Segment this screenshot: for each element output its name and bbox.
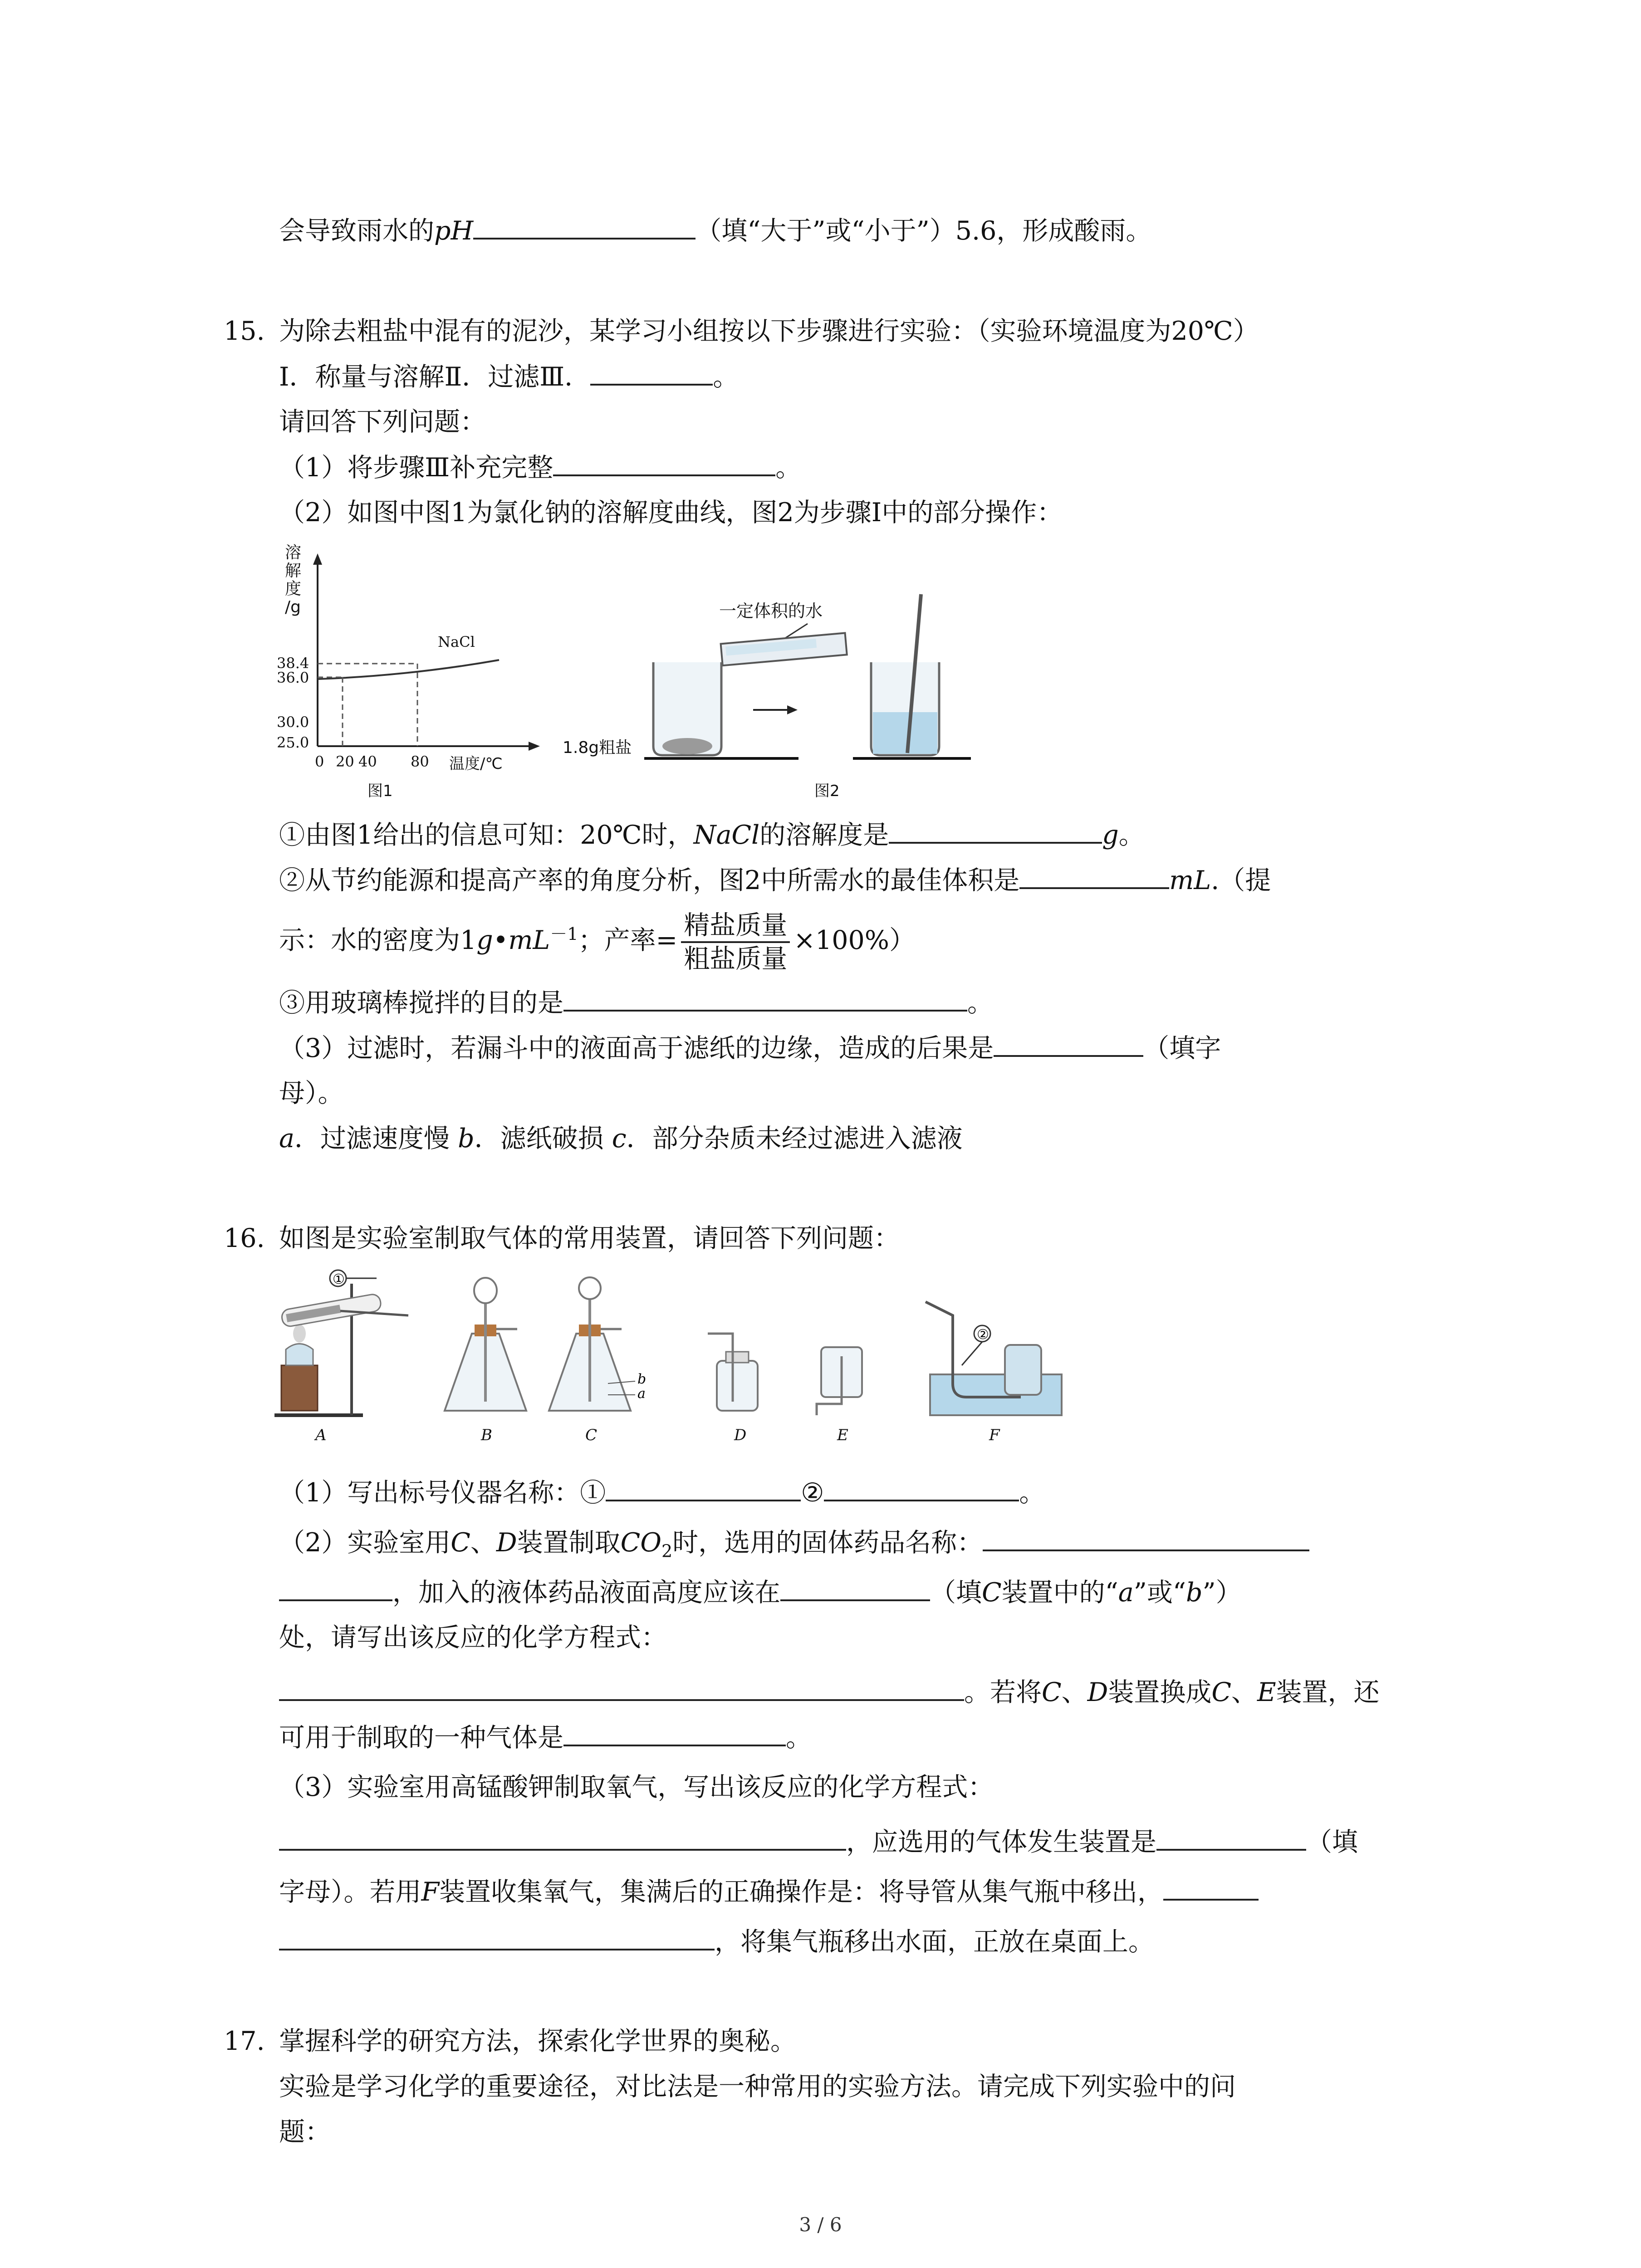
q15-part1: （1）将步骤Ⅲ补充完整 。 <box>279 449 801 486</box>
ytick: 30.0 <box>277 714 309 731</box>
q15-steps: Ⅰ．称量与溶解Ⅱ．过滤Ⅲ． 。 <box>279 358 739 395</box>
q16-stem: 如图是实验室制取气体的常用装置，请回答下列问题： <box>279 1223 900 1253</box>
ylabel-1: 溶 <box>285 543 302 562</box>
q16-part3-line4: ，将集气瓶移出水面，正放在桌面上。 <box>279 1923 1154 1960</box>
blank[interactable] <box>553 449 775 476</box>
q16-part1: （1）写出标号仪器名称：① ② 。 <box>279 1474 1045 1511</box>
blank[interactable] <box>279 1923 715 1950</box>
blank[interactable] <box>780 1574 930 1601</box>
apparatus-f <box>926 1302 1062 1415</box>
ytick: 36.0 <box>277 669 309 686</box>
figure-2-caption: 图2 <box>814 782 840 800</box>
q15-prompt: 请回答下列问题： <box>279 407 486 437</box>
blank[interactable] <box>279 1823 846 1851</box>
blank[interactable] <box>590 358 713 386</box>
q15-stem: 为除去粗盐中混有的泥沙，某学习小组按以下步骤进行实验：（实验环境温度为20℃） <box>279 316 1259 346</box>
apparatus-e <box>817 1347 862 1415</box>
mark-1: ① <box>333 1271 345 1287</box>
crude-salt <box>662 738 712 754</box>
blank[interactable] <box>473 212 696 240</box>
nacl-curve <box>318 660 499 679</box>
q15-sub3: ③用玻璃棒搅拌的目的是 。 <box>279 984 993 1021</box>
ytick: 25.0 <box>277 734 309 751</box>
apparatus-c <box>549 1277 646 1411</box>
solution <box>873 712 937 754</box>
blank[interactable] <box>994 1030 1143 1057</box>
curve-label: NaCl <box>438 633 475 650</box>
blank[interactable] <box>1019 862 1169 889</box>
xtick: 0 <box>315 753 324 770</box>
apparatus-a <box>274 1270 408 1415</box>
ylabel-4: /g <box>285 598 301 616</box>
apparatus-d <box>708 1334 758 1411</box>
blank[interactable] <box>563 1719 786 1746</box>
figure-2-dissolving <box>563 590 994 803</box>
q15-part2: （2）如图中图1为氯化钠的溶解度曲线，图2为步骤Ⅰ中的部分操作： <box>279 498 1063 528</box>
q16-part3-line2: ，应选用的气体发生装置是 （填 <box>279 1823 1358 1860</box>
blank[interactable] <box>824 1474 1019 1501</box>
blank[interactable] <box>279 1674 964 1701</box>
mark-b: b <box>637 1371 647 1387</box>
y-axis-arrow <box>313 553 322 565</box>
q16-part3-line1: （3）实验室用高锰酸钾制取氧气，写出该反应的化学方程式： <box>279 1772 994 1802</box>
q15-options: a．过滤速度慢 b．滤纸破损 c．部分杂质未经过滤进入滤液 <box>279 1124 963 1154</box>
q15-number: 15. <box>224 316 265 346</box>
blank[interactable] <box>1163 1873 1259 1901</box>
figure-1-solubility-chart <box>272 540 590 803</box>
blank[interactable] <box>563 984 967 1012</box>
label-c: C <box>585 1426 598 1444</box>
q16-part2-line4: 。若将C、D装置换成C、E装置，还 <box>279 1674 1380 1711</box>
blank[interactable] <box>606 1474 801 1501</box>
label-water: 一定体积的水 <box>719 601 823 621</box>
label-d: D <box>734 1426 747 1444</box>
mark-2: ② <box>977 1327 989 1343</box>
q15-sub2-line2: 示：水的密度为$1g•mL^{-1}$；产率= $\frac{\text{精盐质量}}{\text{粗盐质量}}$ ×100%） <box>279 910 915 974</box>
label-b: B <box>481 1426 492 1444</box>
ylabel-2: 解 <box>285 562 302 580</box>
ytick: 38.4 <box>277 655 309 672</box>
q16-part2-line2: ，加入的液体药品液面高度应该在 （填C装置中的“a”或“b”） <box>279 1574 1242 1611</box>
label-salt: 1.8g粗盐 <box>563 738 632 757</box>
q16-part2-line1: （2）实验室用C、D装置制取$CO_2$时，选用的固体药品名称： <box>279 1524 1309 1569</box>
x-axis-arrow <box>529 742 540 751</box>
q16-part2-line3: 处，请写出该反应的化学方程式： <box>279 1623 667 1652</box>
yield-fraction: $\frac{\text{精盐质量}}{\text{粗盐质量}}$ <box>681 909 790 975</box>
xtick: 80 <box>411 753 429 770</box>
q16-number: 16. <box>224 1223 265 1253</box>
blank[interactable] <box>279 1574 392 1601</box>
q15-sub2-line1: ②从节约能源和提高产率的角度分析，图2中所需水的最佳体积是 mL.（提 <box>279 862 1271 899</box>
top-line: 会导致雨水的pH （填“大于”或“小于”）5.6，形成酸雨。 <box>279 212 1151 249</box>
blank[interactable] <box>983 1524 1309 1551</box>
page-number: 3 / 6 <box>799 2214 842 2236</box>
q17-line2: 实验是学习化学的重要途径，对比法是一种常用的实验方法。请完成下列实验中的问 <box>279 2072 1236 2102</box>
xlabel: 温度/℃ <box>449 755 503 773</box>
graduated-cylinder <box>721 633 847 665</box>
ylabel-3: 度 <box>285 580 302 598</box>
q17-line3: 题： <box>279 2117 331 2147</box>
apparatus-figure <box>272 1266 1089 1470</box>
blank[interactable] <box>1156 1823 1306 1851</box>
label-a: A <box>315 1426 327 1444</box>
figure-1-caption: 图1 <box>367 782 393 800</box>
q17-number: 17. <box>224 2026 265 2056</box>
q15-part3: （3）过滤时，若漏斗中的液面高于滤纸的边缘，造成的后果是 （填字 <box>279 1030 1221 1066</box>
xtick: 20 <box>336 753 354 770</box>
q16-part3-line3: 字母）。若用F装置收集氧气，集满后的正确操作是：将导管从集气瓶中移出， <box>279 1873 1259 1910</box>
label-e: E <box>837 1426 848 1444</box>
apparatus-b <box>445 1278 526 1411</box>
label-f: F <box>989 1426 1000 1444</box>
mark-a: a <box>637 1386 646 1402</box>
q16-part2-line5: 可用于制取的一种气体是 。 <box>279 1719 812 1756</box>
xtick: 40 <box>358 753 377 770</box>
blank[interactable] <box>889 816 1102 844</box>
q17-stem: 掌握科学的研究方法，探索化学世界的奥秘。 <box>279 2026 796 2056</box>
q15-sub1: ①由图1给出的信息可知：20℃时，NaCl的溶解度是 g。 <box>279 816 1145 853</box>
q15-part3-cont: 母）。 <box>279 1078 344 1108</box>
